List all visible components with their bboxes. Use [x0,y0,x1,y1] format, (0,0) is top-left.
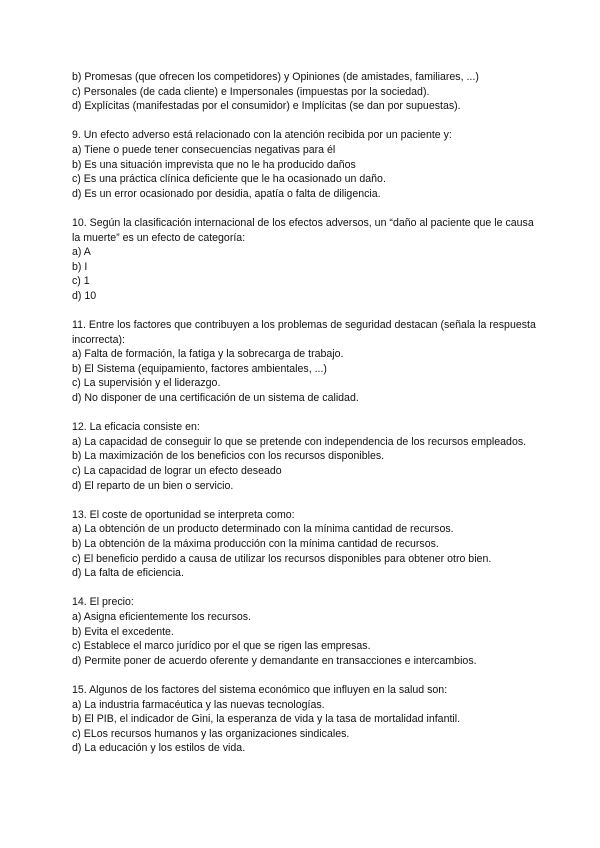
question-8-continued [72,70,542,114]
option-b: b) La maximización de los beneficios con los recursos disponibles. [72,450,385,463]
option-b: b) I [72,260,88,273]
option-a: a) Asigna eficientemente los recursos. [72,610,252,623]
option-d: d) La falta de eficiencia. [72,567,184,580]
option-d: d) La educación y los estilos de vida. [72,742,246,755]
question-9 [72,128,542,201]
option-c: c) Personales (de cada cliente) e Impersonales (impuestas por la sociedad). [72,85,430,98]
question-prompt: 11. Entre los factores que contribuyen a los problemas de seguridad destacan (señala la respuesta incorrecta): [72,319,536,346]
option-a: a) Falta de formación, la fatiga y la sobrecarga de trabajo. [72,348,344,361]
question-10 [72,216,542,304]
option-c: c) La capacidad de lograr un efecto deseado [72,465,282,478]
option-b: b) Evita el excedente. [72,625,174,638]
question-14 [72,595,542,668]
question-12 [72,420,542,493]
option-a: a) Tiene o puede tener consecuencias negativas para él [72,143,336,156]
option-b: b) El PIB, el indicador de Gini, la esperanza de vida y la tasa de mortalidad infantil. [72,713,461,726]
option-c: c) ELos recursos humanos y las organizaciones sindicales. [72,727,350,740]
option-a: a) La industria farmacéutica y las nuevas tecnologías. [72,698,325,711]
option-a: a) La obtención de un producto determinado con la mínima cantidad de recursos. [72,523,454,536]
option-c: c) Es una práctica clínica deficiente que le ha ocasionado un daño. [72,173,386,186]
option-b: b) El Sistema (equipamiento, factores ambientales, ...) [72,362,327,375]
question-prompt: 13. El coste de oportunidad se interpreta como: [72,508,295,521]
option-c: c) El beneficio perdido a causa de utilizar los recursos disponibles para obtener otro bien. [72,552,492,565]
question-prompt: 10. Según la clasificación internacional de los efectos adversos, un “daño al paciente que le causa la muerte” es un efecto de categoría: [72,216,534,244]
option-c: c) 1 [72,275,90,288]
option-d: d) El reparto de un bien o servicio. [72,479,234,492]
option-d: d) 10 [72,289,97,302]
option-b: b) La obtención de la máxima producción con la mínima cantidad de recursos. [72,538,439,550]
question-prompt: 9. Un efecto adverso está relacionado con la atención recibida por un paciente y: [72,129,452,142]
option-c: c) La supervisión y el liderazgo. [72,377,221,390]
question-prompt: 14. El precio: [72,596,134,609]
option-d: d) Explícitas (manifestadas por el consumidor) e Implícitas (se dan por supuestas). [72,100,461,113]
option-b: b) Es una situación imprevista que no le ha producido daños [72,158,356,171]
question-15 [72,683,542,756]
option-a: a) La capacidad de conseguir lo que se pretende con independencia de los recursos empleados. [72,435,527,448]
question-prompt: 15. Algunos de los factores del sistema económico que influyen en la salud son: [72,683,448,696]
option-d: d) No disponer de una certificación de un sistema de calidad. [72,392,359,405]
option-c: c) Establece el marco jurídico por el que se rigen las empresas. [72,640,371,653]
option-b: b) Promesas (que ofrecen los competidores) y Opiniones (de amistades, familiares, ...) [72,71,479,83]
question-13 [72,508,542,581]
option-a: a) A [72,246,91,259]
question-prompt: 12. La eficacia consiste en: [72,421,200,434]
option-d: d) Es un error ocasionado por desidia, apatía o falta de diligencia. [72,187,381,200]
option-d: d) Permite poner de acuerdo oferente y demandante en transacciones e intercambios. [72,654,477,667]
document-page [72,70,542,756]
question-11 [72,318,542,406]
